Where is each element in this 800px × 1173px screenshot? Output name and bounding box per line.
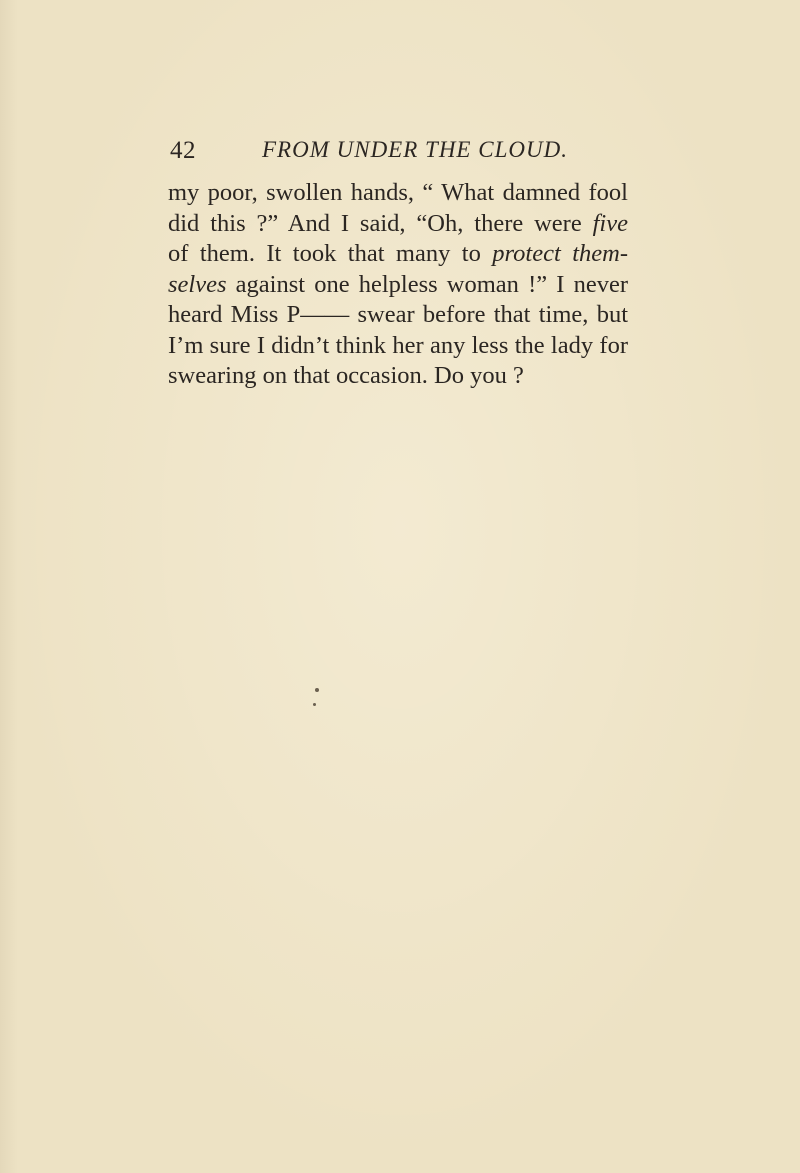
paper-speck <box>313 703 316 706</box>
text-segment: of them. It took that many to <box>168 240 493 267</box>
text-segment: my poor, swollen hands, “ What damned fool <box>168 179 628 206</box>
text-segment: I’m sure I didn’t think her any less the lady for <box>168 331 628 359</box>
text-line <box>168 178 628 209</box>
text-segment: swearing on that occasion. Do you ? <box>168 362 524 389</box>
running-head <box>170 137 610 169</box>
text-segment: against one helpless woman !” I never <box>226 270 628 298</box>
text-line <box>168 209 628 240</box>
running-title: FROM UNDER THE CLOUD. <box>262 137 568 162</box>
text-segment: did this ?” And I said, “Oh, there were <box>168 209 593 237</box>
paper-speck <box>315 688 319 692</box>
text-line <box>168 270 628 301</box>
text-line <box>168 239 628 270</box>
text-line <box>168 361 628 392</box>
text-line <box>168 331 628 362</box>
italic-text-segment: five <box>592 209 628 237</box>
page-number: 42 <box>170 137 196 164</box>
body-paragraph <box>168 178 628 392</box>
text-line <box>168 300 628 331</box>
italic-text-segment: selves <box>168 270 227 298</box>
italic-text-segment: protect them- <box>492 240 628 267</box>
text-segment: heard Miss P—— swear before that time, but <box>168 301 628 328</box>
